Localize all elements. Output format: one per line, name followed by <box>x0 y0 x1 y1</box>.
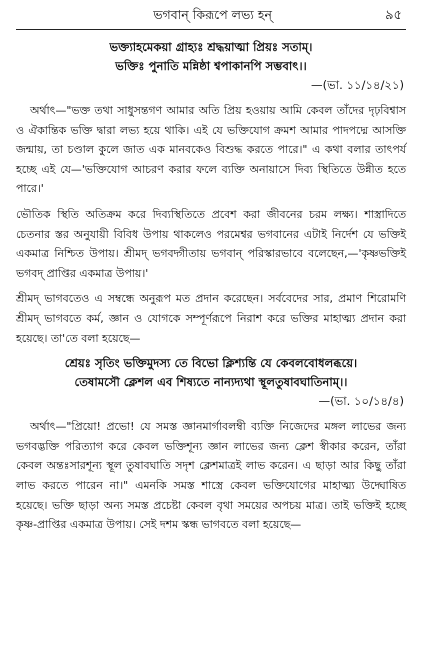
running-header <box>16 6 406 28</box>
verse-reference: —(ভা. ১০/১৪/৪) <box>318 394 404 409</box>
verse-line: শ্রেয়ঃ সৃতিং ভক্তিমুদস্য তে বিভো ক্লিশ্যন্তি যে কেবলবোধলব্ধয়ে। <box>64 356 358 371</box>
sanskrit-verse-1 <box>16 38 406 76</box>
paragraph: অর্থাৎ—"ভক্ত তথা সাধুসন্তগণ আমার অতি প্রিয় হওয়ায় আমি কেবল তাঁদের দৃঢ়বিশ্বাস ও ঐকান্তিক ভক্তি দ্বারা লভ্য হয়ে থাকি। এই যে ভক্তিযোগ ক্রমশ আমার পাদপদ্মে আসক্তি জন্মায়, তা চণ্ডাল কুলে জাত এক মানবকেও বিশুদ্ধ করতে পারে।" এ কথা বলার তাৎপর্য হচ্ছে এই যে—'ভক্তিযোগ আচরণ করার ফলে ব্যক্তি অনায়াসে দিব্য স্থিতিতে উন্নীত হতে পারে।' <box>16 104 406 196</box>
page-number: ৯৫ <box>385 8 402 23</box>
verse-line: তেষামসৌ ক্লেশল এব শিষ্যতে নান্যদ্যথা স্থূলতুষাবঘাতিনাম্।। <box>74 375 348 390</box>
paragraph: শ্রীমদ্ ভাগবতেও এ সম্বন্ধে অনুরূপ মত প্রদান করেছেন। সর্ববেদের সার, প্রমাণ শিরোমণি শ্রীমদ্ ভাগবতে কর্ম, জ্ঞান ও যোগকে সম্পূর্ণরূপে নিরাশ করে ভক্তির মাহাত্ম্য প্রদান করা হয়েছে। তা'তে বলা হয়েছে— <box>16 292 406 345</box>
sanskrit-verse-2 <box>16 354 406 392</box>
paragraph: অর্থাৎ—"প্রিয়ো! প্রভো! যে সমস্ত জ্ঞানমার্গাবলম্বী ব্যক্তি নিজেদের মঙ্গল লাভের জন্য ভগবদ্ভক্তি পরিত্যাগ করে কেবল ভক্তিশূন্য জ্ঞান লাভের জন্য ক্লেশ স্বীকার করেন, তাঁরা কেবল অন্তঃসারশূন্য স্থূল তুষাবঘাতি সদৃশ ক্লেশমাত্রই লাভ করেন। এ ছাড়া আর কিছু তাঁরা লাভ করতে পারেন না।" এমনকি সমস্ত শাস্ত্রে কেবল ভক্তিযোগের মাহাত্ম্য উদ্ঘোষিত হয়েছে। ভক্তি ছাড়া অন্য সমস্ত প্রচেষ্টা কেবল বৃথা সময়ের অপচয় মাত্র। তাই ভক্তিই হচ্ছে কৃষ্ণ-প্রাপ্তির একমাত্র উপায়। সেই দশম স্কন্ধ ভাগবতে বলা হয়েছে— <box>16 420 406 532</box>
verse-line: ভক্ত্যাহমেকয়া গ্রাহ্যঃ শ্রদ্ধয়াত্মা প্রিয়ঃ সতাম্। <box>109 40 313 54</box>
paragraph: ভৌতিক স্থিতি অতিক্রম করে দিব্যস্থিতিতে প্রবেশ করা জীবনের চরম লক্ষ্য। শাস্ত্রাদিতে চেতনার স্তর অনুযায়ী বিবিধ উপায় থাকলেও পরমেশ্বর ভগবানের এটাই নির্দেশ যে ভক্তিই একমাত্র নিশ্চিত উপায়। শ্রীমদ্ ভগবদ্গীতায় ভগবান্ পরিস্কারভাবে বলেছেন,—'কৃষ্ণভক্তিই ভগবদ্ প্রাপ্তির একমাত্র উপায়।' <box>16 207 406 280</box>
verse-line: ভক্তিঃ পুনাতি মন্নিষ্ঠা শ্বপাকানপি সম্ভবাৎ।। <box>115 59 307 73</box>
chapter-title: ভগবান্ কিরূপে লভ্য হন্ <box>153 7 272 22</box>
header-divider <box>16 29 406 30</box>
verse-reference: —(ভা. ১১/১৪/২১) <box>311 78 404 92</box>
